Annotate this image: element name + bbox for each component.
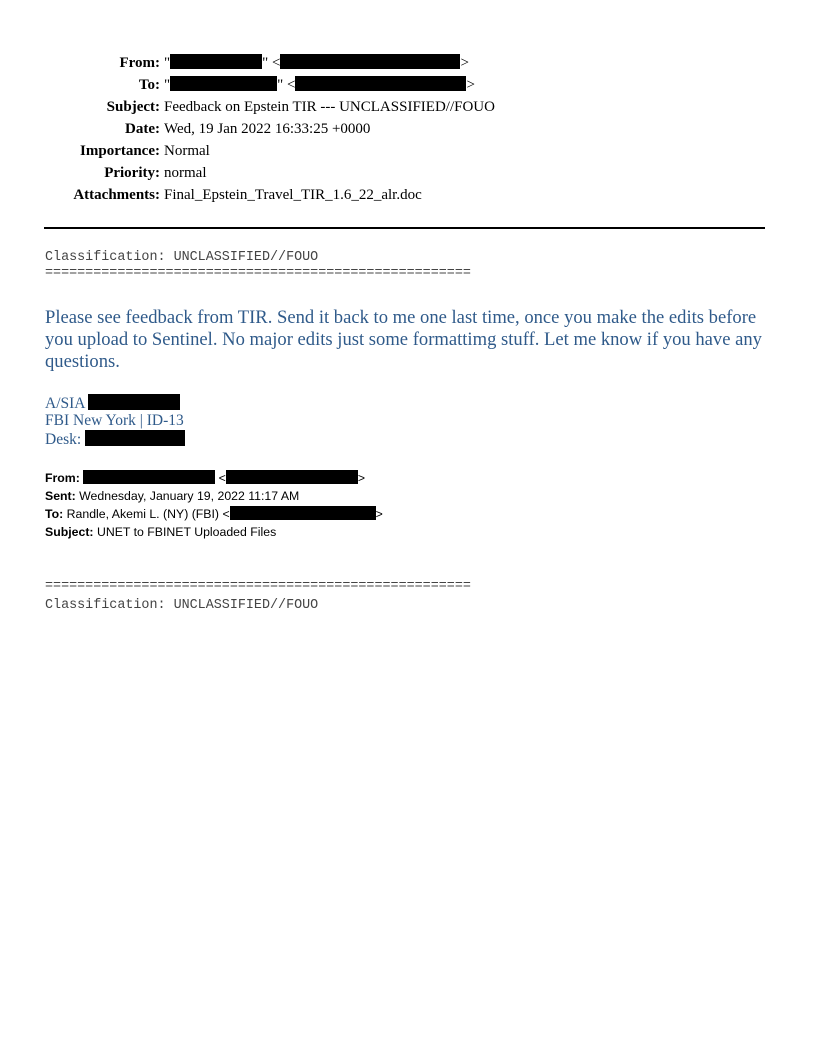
to-value: " " < > xyxy=(164,77,475,93)
redaction-bar xyxy=(226,470,358,484)
to-label: To: xyxy=(138,77,160,93)
redaction-bar xyxy=(85,430,185,446)
signature-desk-label: Desk: xyxy=(45,431,82,448)
subject-label: Subject: xyxy=(106,99,160,115)
redaction-bar xyxy=(88,394,180,410)
header-from-row xyxy=(0,52,816,74)
message-body: Please see feedback from TIR. Send it back to me one last time, once you make the edits before you upload to Sentinel. No major edits just some formattimg stuff. Let me know if you have any questions. xyxy=(45,307,762,372)
header-attachments-row xyxy=(0,184,816,206)
from-value: " " < > xyxy=(164,55,469,71)
forwarded-to-value: Randle, Akemi L. (NY) (FBI) < xyxy=(66,507,230,521)
header-importance-row xyxy=(0,140,816,162)
importance-value: Normal xyxy=(164,143,210,159)
priority-value: normal xyxy=(164,165,207,181)
redaction-bar xyxy=(280,54,460,69)
forwarded-sent-row xyxy=(45,487,383,505)
signature-office: FBI New York | ID-13 xyxy=(45,412,184,429)
attachments-label: Attachments: xyxy=(73,187,160,203)
classification-bottom: Classification: UNCLASSIFIED//FOUO xyxy=(45,598,319,613)
separator-top: ===================================================== xyxy=(45,266,471,281)
redaction-bar xyxy=(295,76,466,91)
forwarded-sent-label: Sent: xyxy=(45,489,76,503)
forwarded-subject-row xyxy=(45,523,383,541)
subject-value: Feedback on Epstein TIR --- UNCLASSIFIED//FOUO xyxy=(164,99,495,115)
forwarded-from-label: From: xyxy=(45,471,80,485)
redaction-bar xyxy=(170,76,277,91)
forwarded-to-label: To: xyxy=(45,507,64,521)
header-to-row xyxy=(0,74,816,96)
signature-title-line xyxy=(45,394,185,412)
header-priority-row xyxy=(0,162,816,184)
forwarded-sent-value: Wednesday, January 19, 2022 11:17 AM xyxy=(79,489,300,503)
attachment-filename: Final_Epstein_Travel_TIR_1.6_22_alr.doc xyxy=(164,187,422,203)
forwarded-header xyxy=(45,469,383,541)
forwarded-subject-label: Subject: xyxy=(45,525,94,539)
forwarded-subject-value: UNET to FBINET Uploaded Files xyxy=(96,525,277,539)
redaction-bar xyxy=(230,506,376,520)
forwarded-to-row: To: Randle, Akemi L. (NY) (FBI) < > xyxy=(45,507,383,521)
importance-label: Importance: xyxy=(80,143,160,159)
from-label: From: xyxy=(119,55,160,71)
header-subject-row xyxy=(0,96,816,118)
priority-label: Priority: xyxy=(104,165,160,181)
classification-top: Classification: UNCLASSIFIED//FOUO xyxy=(45,250,319,265)
forwarded-from-row: From: < > xyxy=(45,471,366,485)
separator-bottom: ===================================================== xyxy=(45,579,471,594)
email-header xyxy=(0,52,816,206)
header-divider xyxy=(44,227,765,229)
signature xyxy=(45,394,185,448)
redaction-bar xyxy=(83,470,215,484)
date-value: Wed, 19 Jan 2022 16:33:25 +0000 xyxy=(164,121,371,137)
signature-title: A/SIA xyxy=(45,395,86,412)
redaction-bar xyxy=(170,54,262,69)
header-date-row xyxy=(0,118,816,140)
signature-desk-line xyxy=(45,430,185,448)
date-label: Date: xyxy=(125,121,160,137)
